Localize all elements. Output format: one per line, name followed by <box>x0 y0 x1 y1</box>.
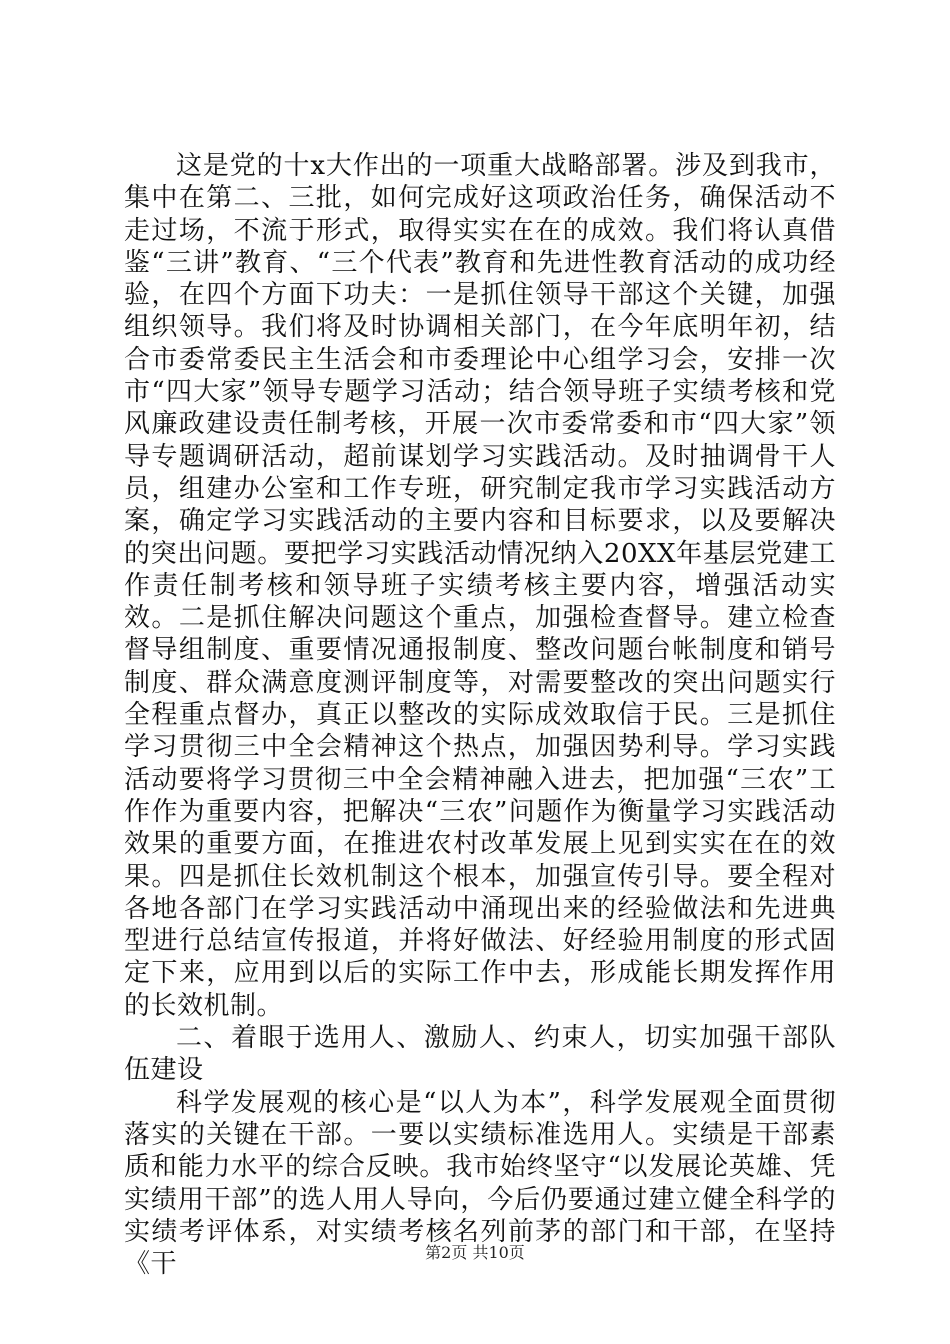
body-paragraph-2: 科学发展观的核心是“以人为本”，科学发展观全面贯彻落实的关键在干部。一要以实绩标准选用人。实绩是干部素质和能力水平的综合反映。我市始终坚守“以发展论英雄、凭实绩用干部”的选人用人导向，今后仍要通过建立健全科学的实绩考评体系，对实绩考核名列前茅的部门和干部，在坚持《干 <box>124 1087 836 1280</box>
section-heading: 二、着眼于选用人、激励人、约束人，切实加强干部队伍建设 <box>124 1023 836 1086</box>
body-paragraph-1: 这是党的十x大作出的一项重大战略部署。涉及到我市，集中在第二、三批，如何完成好这项政治任务，确保活动不走过场，不流于形式，取得实实在在的成效。我们将认真借鉴“三讲”教育、“三个代表”教育和先进性教育活动的成功经验，在四个方面下功夫：一是抓住领导干部这个关键，加强组织领导。我们将及时协调相关部门，在今年底明年初，结合市委常委民主生活会和市委理论中心组学习会，安排一次市“四大家”领导专题学习活动；结合领导班子实绩考核和党风廉政建设责任制考核，开展一次市委常委和市“四大家”领导专题调研活动，超前谋划学习实践活动。及时抽调骨干人员，组建办公室和工作专班，研究制定我市学习实践活动方案，确定学习实践活动的主要内容和目标要求，以及要解决的突出问题。要把学习实践活动情况纳入20XX年基层党建工作责任制考核和领导班子实绩考核主要内容，增强活动实效。二是抓住解决问题这个重点，加强检查督导。建立检查督导组制度、重要情况通报制度、整改问题台帐制度和销号制度、群众满意度测评制度等，对需要整改的突出问题实行全程重点督办，真正以整改的实际成效取信于民。三是抓住学习贯彻三中全会精神这个热点，加强因势利导。学习实践活动要将学习贯彻三中全会精神融入进去，把加强“三农”工作作为重要内容，把解决“三农”问题作为衡量学习实践活动效果的重要方面，在推进农村改革发展上见到实实在在的效果。四是抓住长效机制这个根本，加强宣传引导。要全程对各地各部门在学习实践活动中涌现出来的经验做法和先进典型进行总结宣传报道，并将好做法、好经验用制度的形式固定下来，应用到以后的实际工作中去，形成能长期发挥作用的长效机制。 <box>124 151 836 1021</box>
document-body <box>124 150 836 1280</box>
page-footer: 第2页 共10页 <box>425 1243 525 1262</box>
